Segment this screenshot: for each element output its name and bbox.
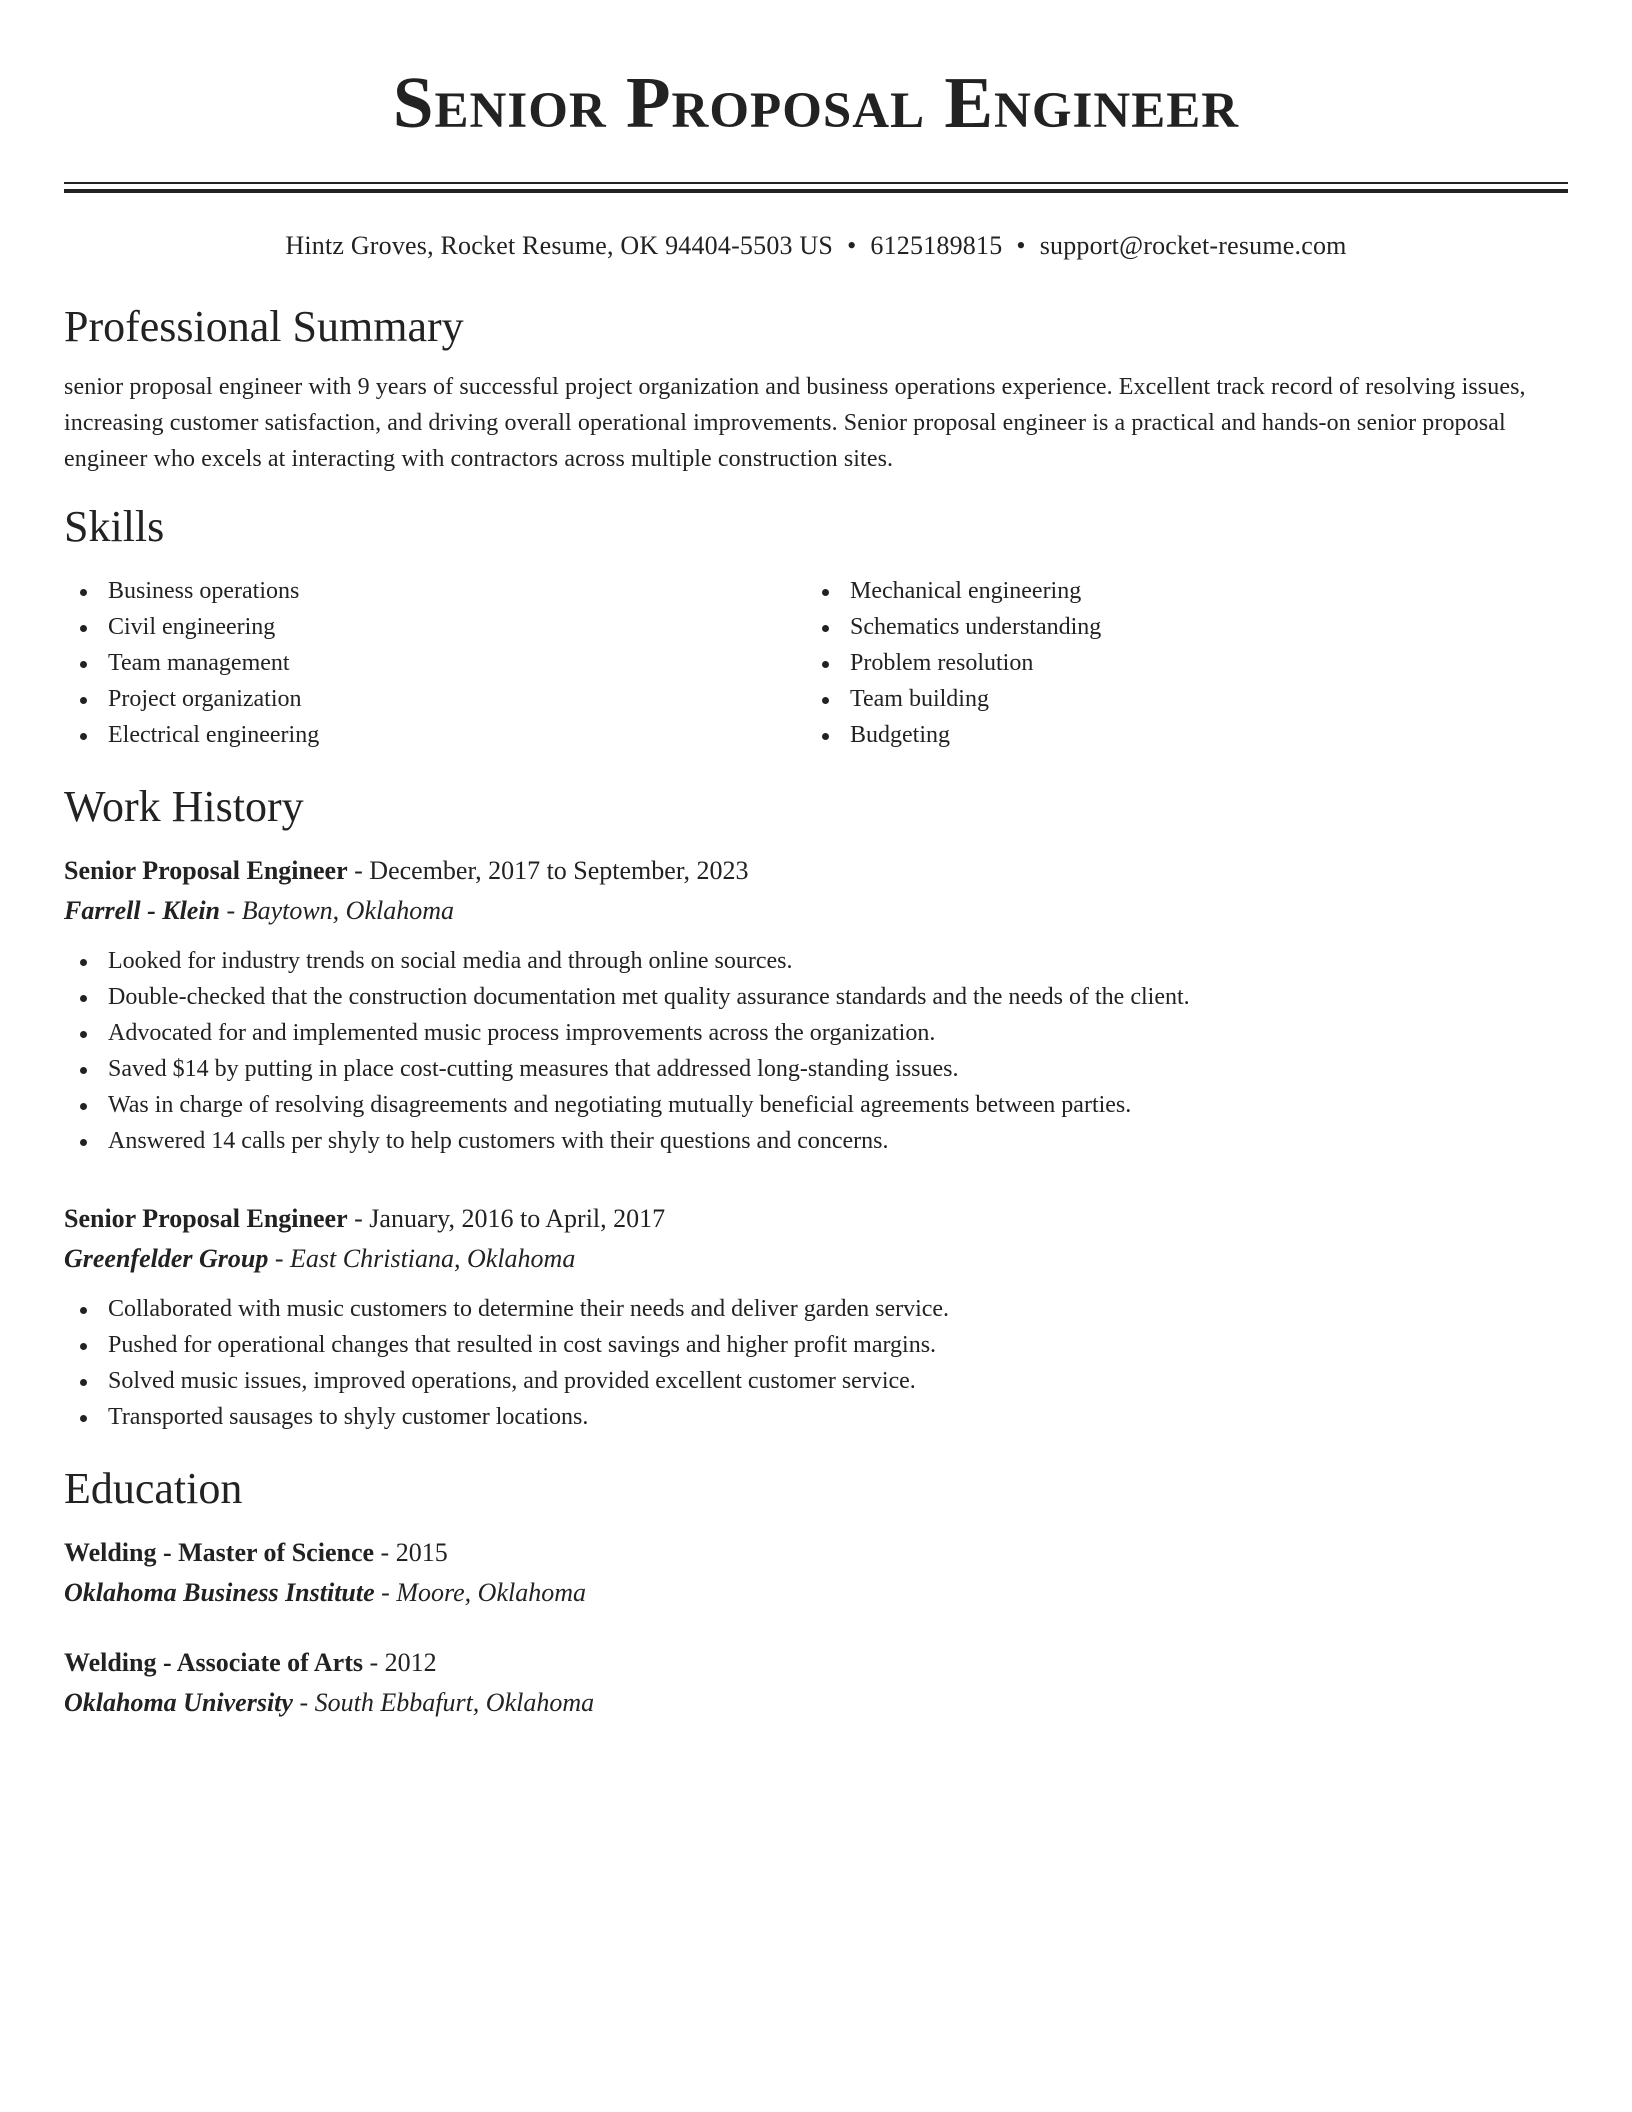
skills-right-column: [806, 573, 1548, 753]
education-degree: Welding - Master of Science: [64, 1538, 375, 1567]
education-school-line: [64, 1573, 1568, 1613]
job-entry: [64, 851, 1568, 1159]
skill-item: Civil engineering: [64, 609, 806, 645]
dash-separator: -: [292, 1688, 315, 1717]
job-title: Senior Proposal Engineer: [64, 1204, 348, 1233]
job-company-line: [64, 891, 1568, 931]
dash-separator: -: [347, 1204, 370, 1233]
skills-left-column: [64, 573, 806, 753]
skill-item: Problem resolution: [806, 645, 1548, 681]
contact-separator: •: [1016, 231, 1026, 260]
education-degree-line: [64, 1643, 1568, 1683]
education-degree: Welding - Associate of Arts: [64, 1648, 363, 1677]
work-history-heading: Work History: [64, 782, 304, 831]
job-entry: [64, 1199, 1568, 1435]
education-degree-line: [64, 1533, 1568, 1573]
resume-title: Senior Proposal Engineer: [392, 62, 1240, 143]
dash-separator: -: [347, 856, 370, 885]
job-company-line: [64, 1239, 1568, 1279]
skill-item: Schematics understanding: [806, 609, 1548, 645]
job-bullet: Saved $14 by putting in place cost-cutting measures that addressed long-standing issues.: [64, 1051, 1568, 1087]
job-bullet: Advocated for and implemented music process improvements across the organization.: [64, 1015, 1568, 1051]
education-location: South Ebbafurt, Oklahoma: [314, 1688, 595, 1717]
dash-separator: -: [363, 1648, 385, 1677]
job-dates: January, 2016 to April, 2017: [369, 1204, 666, 1233]
education-location: Moore, Oklahoma: [396, 1578, 586, 1607]
skill-item: Mechanical engineering: [806, 573, 1548, 609]
contact-phone: 6125189815: [870, 231, 1003, 260]
education-heading: Education: [64, 1464, 243, 1513]
education-school: Oklahoma Business Institute: [64, 1578, 375, 1607]
dash-separator: -: [220, 896, 242, 925]
dash-separator: -: [374, 1578, 397, 1607]
job-bullet: Solved music issues, improved operations, and provided excellent customer service.: [64, 1363, 1568, 1399]
job-company: Farrell - Klein: [64, 896, 221, 925]
contact-address: Hintz Groves, Rocket Resume, OK 94404-5503 US: [285, 231, 834, 260]
skill-item: Electrical engineering: [64, 717, 806, 753]
summary-heading: Professional Summary: [64, 302, 464, 351]
skills-heading: Skills: [64, 502, 165, 551]
education-year: 2015: [395, 1538, 448, 1567]
job-bullets: [64, 943, 1568, 1159]
contact-separator: •: [847, 231, 857, 260]
job-bullet: Looked for industry trends on social media and through online sources.: [64, 943, 1568, 979]
job-header: [64, 851, 1568, 891]
job-bullet: Pushed for operational changes that resulted in cost savings and higher profit margins.: [64, 1327, 1568, 1363]
skill-item: Project organization: [64, 681, 806, 717]
title-divider: [64, 182, 1568, 193]
job-bullet: Was in charge of resolving disagreements and negotiating mutually beneficial agreements between parties.: [64, 1087, 1568, 1123]
contact-line: [64, 229, 1568, 263]
dash-separator: -: [268, 1244, 291, 1273]
job-dates: December, 2017 to September, 2023: [369, 856, 749, 885]
education-school: Oklahoma University: [64, 1688, 293, 1717]
education-school-line: [64, 1683, 1568, 1723]
skills-columns: [64, 573, 1568, 753]
job-location: East Christiana, Oklahoma: [290, 1244, 576, 1273]
dash-separator: -: [374, 1538, 396, 1567]
job-bullet: Double-checked that the construction documentation met quality assurance standards and the needs of the client.: [64, 979, 1568, 1015]
education-entry: [64, 1533, 1568, 1613]
education-entry: [64, 1643, 1568, 1723]
job-bullet: Transported sausages to shyly customer locations.: [64, 1399, 1568, 1435]
job-header: [64, 1199, 1568, 1239]
skill-item: Business operations: [64, 573, 806, 609]
education-year: 2012: [384, 1648, 437, 1677]
job-bullet: Collaborated with music customers to determine their needs and deliver garden service.: [64, 1291, 1568, 1327]
job-title: Senior Proposal Engineer: [64, 856, 348, 885]
job-company: Greenfelder Group: [64, 1244, 269, 1273]
skill-item: Team management: [64, 645, 806, 681]
contact-email: support@rocket-resume.com: [1039, 231, 1347, 260]
summary-text: senior proposal engineer with 9 years of successful project organization and business operations experience. Excellent track record of resolving issues, increasing customer satisfaction, and driving overall operational improvements. Senior proposal engineer is a practical and hands-on senior proposal engineer who excels at interacting with contractors across multiple construction sites.: [64, 374, 1526, 472]
skill-item: Budgeting: [806, 717, 1548, 753]
skill-item: Team building: [806, 681, 1548, 717]
job-location: Baytown, Oklahoma: [241, 896, 454, 925]
job-bullet: Answered 14 calls per shyly to help customers with their questions and concerns.: [64, 1123, 1568, 1159]
job-bullets: [64, 1291, 1568, 1435]
